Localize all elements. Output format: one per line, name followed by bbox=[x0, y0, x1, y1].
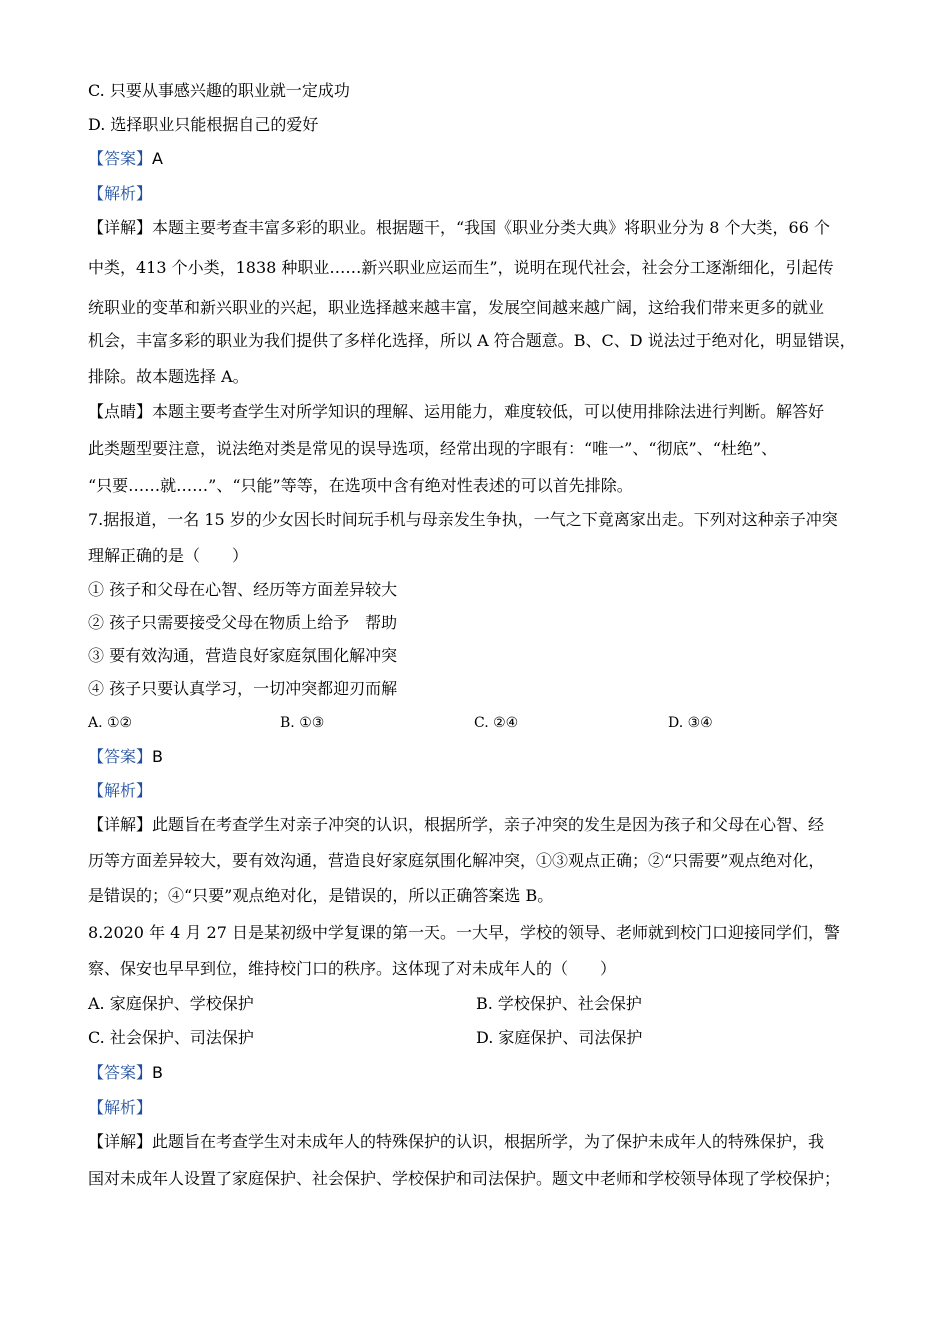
q6-answer-line bbox=[88, 148, 163, 170]
q7-statement: ② 孩子只需要接受父母在物质上给予 帮助 bbox=[88, 613, 398, 632]
q7-statement: ④ 孩子只要认真学习，一切冲突都迎刃而解 bbox=[88, 679, 398, 698]
q6-comment-line: “只要……就……”、“只能”等等，在选项中含有绝对性表述的可以首先排除。 bbox=[88, 476, 633, 495]
q6-detail-line: 【详解】本题主要考查丰富多彩的职业。根据题干，“我国《职业分类大典》将职业分为 8 个大类，66 个 bbox=[88, 218, 830, 237]
q6-comment-line: 此类题型要注意，说法绝对类是常见的误导选项，经常出现的字眼有：“唯一”、“彻底”、“杜绝”、 bbox=[88, 439, 778, 458]
q7-option-d: D. ③④ bbox=[668, 715, 713, 731]
q8-option-c: C. 社会保护、司法保护 bbox=[88, 1028, 254, 1047]
q7-detail-line: 【详解】此题旨在考查学生对亲子冲突的认识，根据所学，亲子冲突的发生是因为孩子和父母在心智、经 bbox=[88, 815, 825, 834]
answer-value: A bbox=[152, 149, 163, 168]
q6-option-d: D. 选择职业只能根据自己的爱好 bbox=[88, 115, 319, 134]
q6-detail-line: 机会，丰富多彩的职业为我们提供了多样化选择，所以 A 符合题意。B、C、D 说法过于绝对化，明显错误， bbox=[88, 331, 856, 350]
q7-option-c: C. ②④ bbox=[474, 715, 519, 731]
q7-stem-line: 7.据报道，一名 15 岁的少女因长时间玩手机与母亲发生争执，一气之下竟离家出走。下列对这种亲子冲突 bbox=[88, 510, 838, 529]
q8-detail-line: 【详解】此题旨在考查学生对未成年人的特殊保护的认识，根据所学，为了保护未成年人的特殊保护，我 bbox=[88, 1132, 825, 1151]
answer-value: B bbox=[152, 747, 163, 766]
answer-tag: 【答案】 bbox=[88, 149, 153, 168]
q8-option-d: D. 家庭保护、司法保护 bbox=[476, 1028, 643, 1047]
q6-analysis-tag: 【解析】 bbox=[88, 184, 153, 203]
q8-option-b: B. 学校保护、社会保护 bbox=[476, 994, 642, 1013]
q7-detail-line: 历等方面差异较大，要有效沟通，营造良好家庭氛围化解冲突，①③观点正确；②“只需要”观点绝对化， bbox=[88, 851, 825, 870]
answer-tag: 【答案】 bbox=[88, 747, 153, 766]
q6-detail-line: 统职业的变革和新兴职业的兴起，职业选择越来越丰富，发展空间越来越广阔，这给我们带来更多的就业 bbox=[88, 298, 825, 317]
q7-answer-line bbox=[88, 746, 163, 768]
q7-option-a: A. ①② bbox=[88, 715, 133, 731]
answer-value: B bbox=[152, 1063, 163, 1082]
q8-option-a: A. 家庭保护、学校保护 bbox=[88, 994, 254, 1013]
q7-stem-line: 理解正确的是（ ） bbox=[88, 546, 249, 565]
q8-detail-line: 国对未成年人设置了家庭保护、社会保护、学校保护和司法保护。题文中老师和学校领导体现了学校保护； bbox=[88, 1169, 841, 1188]
q7-statement: ③ 要有效沟通，营造良好家庭氛围化解冲突 bbox=[88, 646, 398, 665]
q8-analysis-tag: 【解析】 bbox=[88, 1098, 153, 1117]
answer-tag: 【答案】 bbox=[88, 1063, 153, 1082]
q7-statement: ① 孩子和父母在心智、经历等方面差异较大 bbox=[88, 580, 398, 599]
q7-analysis-tag: 【解析】 bbox=[88, 781, 153, 800]
q6-detail-line: 中类，413 个小类，1838 种职业……新兴职业应运而生”，说明在现代社会，社会分工逐渐细化，引起传 bbox=[88, 258, 834, 277]
q8-answer-line bbox=[88, 1062, 163, 1084]
q8-stem-line: 8.2020 年 4 月 27 日是某初级中学复课的第一天。一大早，学校的领导、老师就到校门口迎接同学们，警 bbox=[88, 923, 840, 942]
q6-detail-line: 排除。故本题选择 A。 bbox=[88, 367, 249, 386]
q6-comment-line: 【点睛】本题主要考查学生对所学知识的理解、运用能力，难度较低，可以使用排除法进行判断。解答好 bbox=[88, 402, 825, 421]
q6-option-c: C. 只要从事感兴趣的职业就一定成功 bbox=[88, 81, 350, 100]
q8-stem-line: 察、保安也早早到位，维持校门口的秩序。这体现了对未成年人的（ ） bbox=[88, 959, 617, 978]
q7-option-b: B. ①③ bbox=[280, 715, 325, 731]
q7-detail-line: 是错误的；④“只要”观点绝对化，是错误的，所以正确答案选 B。 bbox=[88, 886, 554, 905]
